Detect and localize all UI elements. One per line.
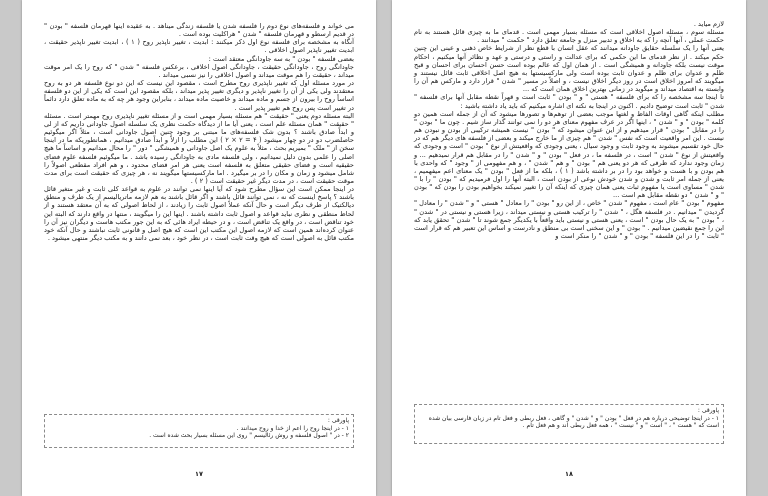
footnotes-box: پاورقی : ۱ - در اینجا توضیحی درباره هم در فعل " بودن " و " شدن " و گاهی ، فعل ربطی و فعل تام در زبان فارسی بیان شده است که " هست " ، " است " و " نیست " ، همه فعل ربطی اند و هم فعل تام .	[414, 404, 724, 444]
page-18	[392, 0, 746, 496]
page-body-text: می خواند و فلسفه‌های نوع دوم را فلسفه شدن یا فلسفه زندگی میناهد . به عقیده اینها قهرمان فلسفه " بودن " در قدیم ارسطو و قهرمان فلسفه " شدن " هراکلیت بوده است . آنگاه به مشخصه برای فلسفه نوع اول ذکر میکنند : ابدیت ، تغییر ناپذیر روح ( ۱ ) ، ابدیت تغییر ناپذیر حقیقت ، ابدیت تغییر ناپذیر اصول اخلاقی . بعضی فلسفه " بودن " به سه جاودانگی معتقد است : جاودانگی روح ، جاودانگی حقیقت ، جاودانگی اصول اخلاقی ، برعکس فلسفه " شدن " که روح را یک امر موقت میداند ، حقیقت را هم موقت میداند و اصول اخلاقی را نیز نسبی میداند . در مورد مسئله اول که تغییر ناپذیری روح مطرح است ، مقصود این نیست که این دو نوع فلسفه هر دو به روح معتقدند ولی یکی از آن را تغییر ناپذیر و دیگری تغییر پذیر میداند ، بلکه مقصود این است که یکی از این دو فلسفه اساساً روح را بیرون از جسم و ماده میداند و خاصیت ماده میداند ، بنابراین وجود هر چه که به ماده تعلق دارد دائماً در تغییر است پس روح هم تغییر پذیر است . البته مسئله دوم یعنی " حقیقت " هم مسئله بسیار مهمی است و از مسئله تغییر ناپذیری روح مهمتر است . مسئله " حقیقت " همان مسئله علم است ، یعنی آیا ما از دیدگاه حکمت نظری یک سلسله اصول جاودانی داریم که از لی و ابداً صادق باشند ؟ بدون شک فلسفه‌های ما مبتنی بر وجود چنین اصول جاودانی است ، مثلاً اگر میگوئیم حاصلضرب دو در دو چهار میشود ( ۴ = ۲ × ۲ ) این مطلب را ازلاً و ابداً صادق میدانیم ، همانطوریکه ما در اینجا سخن از " ملک " بمیریم بحث ، مثلاً به علوم یک اصل جاودانی و همیشگی " دور " را محال میدانیم و اساساً ما هیچ اصلی را علمی بدون دلیل نمیدانیم ، ولی فلسفه مادی به جاودانگی رسیده باشد . ما میگوئیم فلسفه علوم فضای حقیقیه است و فضای حقیقی متعلق به فلسفه است یعنی هر امر فضای محدود ، و هم افراد مقطعی اصولاً را شامل میشود و زمان و مکان را در بر میگیرد . اما مارکسیستها میگویند نه ، هر چیزی که حقیقت است برای مدت موقت حقیقت است ، در مدت دیگر غیر حقیقت است ( ۲ ) . در اینجا ممکن است این سؤال مطرح شود که آیا اینها نمی توانند در علوم به قواعد کلی ثابت و غیر متغیر قائل باشند ؟ پاسخ اینست که نه ، نمی توانند قائل باشند و اگر قائل باشند به هم لازمه ماتریالیسم از یک طرف و منطق دیالکتیک از طرف دیگر است و حال آنکه عملاً اصول ثابت را زیادند ، از لحاظ اصولی که به آن معتقد هستند و از لحاظ منطقی و نظری نباید قواعد و اصول ثابت داشته باشند . اینها این را میگویند ، منتها در واقع دارند که البته این خود تناقض است ، در واقع یک تناقض است ، و در حیطه ایراد هائی که به این جور مکتب هاست و دیگران نیز آن را عنوان کرده‌اند همین است که لازمه اصول این مکتب این است که هیچ اصل و قانونی ثابت نباشند و حال آنکه خود مکتب قائل به اصولی است که هیچ وقت ثابت است ، در نظر خود ، بعد نمی دانند و به مکتب دیگر منتهی میشود .	[44, 22, 355, 243]
page-body-text: لازم میاید . مسئله سوم ، مسئله اصول اخلاقی است که مسئله بسیار مهمی است . قدمای ما به چیزی قائل هستند به نام حکمت عملی ، آنها آنچه را که به اخلاق و تدبیر منزل و جامعه تعلق دارد " حکمت " میدانند . یعنی آنها را یک سلسله حقایق جاودانه میدانند که عقل انسان با قطع نظر از شرایط خاص ذهنی و عینی این چنین حکم میکند . از نظر قدمای ما این حکمی که برای عدالت و راستی و درستی و عهد و نظائر آنها میکنیم ، احکام موقت نیست بلکه جاودانه و همیشگی است . از همان اول که عالم بوده است حسن احسان برای احسان و قبح ظلم و عدوان برای ظلم و عدوان ثابت بوده است ولی مارکسیستها به هیچ اصل اخلاقی ثابت قائل نیستند و میگویند که امروز اخلاق است در روز دیگر اخلاق نیست ، و اصلاً در مسیر " شدن " قرار دارد و مارکس هم آن را وابسته به اقتصاد میداند و میگوید در زمانی بهترین اخلاق همان است که ... تا اینجا سه مشخصه را که برای فلسفه " هستی " و " بودن " ثابت است و قهراً نقطه مقابل آنها برای فلسفه " شدن " ثابت است توضیح دادیم . اکنون در اینجا به نکته ای اشاره میکنیم که باید یاد داشته باشید : مطلب اینکه گاهی اوقات الفاظ و لغتها موجب بعضی از توهم‌ها و تصورها میشود که آن از جمله است همین دو کلمه " بودن " و " شدن " ، اینها اگر در عرف مفهوم معنای هر دو را نمی توانند گذار ساز شیم . چون ما " بودن " را در مقابل " بودن " قرار میدهیم و از این عنوان میشود که " بودن " نیست همیشه ترکیبی از بودن و نبودن هم نیست . این امر واقعیت است که نفس " شدن " هم چیزی از ما خارج میکند و بعضی از فلسفه های دیگر هم که در حال خود تقسیم میشوند به وجود ثابت و وجود سیال ، یعنی وجودی که واقعیتش از نوع " بودن " است و وجودی که واقعیتش از نوع " شدن " است ، در فلسفه ما ، در فعل " بودن " و " شدن " را در مقابل هم قرار نمیدهیم ... و زمان وجود ندارد که ظرفی که هر دو یعنی هم " بودن " و هم " شدن " ، و هم مفهومی از " وجود " که واحدی با هم بودن و با هست و خواهد بود را در بر داشته باشد ( ۱ ) ، بلکه ما از فعل " بودن " یک معنای اعم میفهمیم ، یعنی از جمله امر ثابت و شدن و شدن خودش نوعی از بودن است ، البته آنها را اول فرمیدیم که " بودن " را با " شدن " مساوی است یا مفهوم ثبات یعنی همان چیزی که اینکه آن را تغییر نمیکند بخواهیم بودن را بودن که " بودن " و " شدن " دو نقطه مقابل هم است ... مفهوم " بودن " عام است ، مفهوم " شدن " خاص ، از این رو " بودن " را معادل " هستی " و " شدن " را معادل " گردیدن " میدانیم . در فلسفه هگل ، " شدن " را ترکیب هستی و نیستی میداند ، زیرا هستی و نیستی در " شدن " ، " بودن " به یک حال بودن " است ، یعنی هستی و نیستی باید واقعاً با یکدیگر جمع شوند تا " شدن " تحقق یابد که این را جمع نقیضین میدانیم . " بودن " و این سخنی است بی منطق و نادرست و اساس این تعبیر هم که قرار است " ثابت " را در این فلسفه " بودن " و " شدن " را منکر است و	[414, 20, 725, 241]
footnotes-box: پاورقی : ۱ - در اینجا روح را اعم از خدا و روح میدانند . ۲ - در " اصول فلسفه و روش رئالیسم " روی این مسئله بسیار بحث شده است .	[44, 414, 354, 448]
page-number: ۱۸	[565, 470, 573, 478]
page-17	[22, 0, 376, 496]
page-number: ۱۷	[195, 470, 203, 478]
